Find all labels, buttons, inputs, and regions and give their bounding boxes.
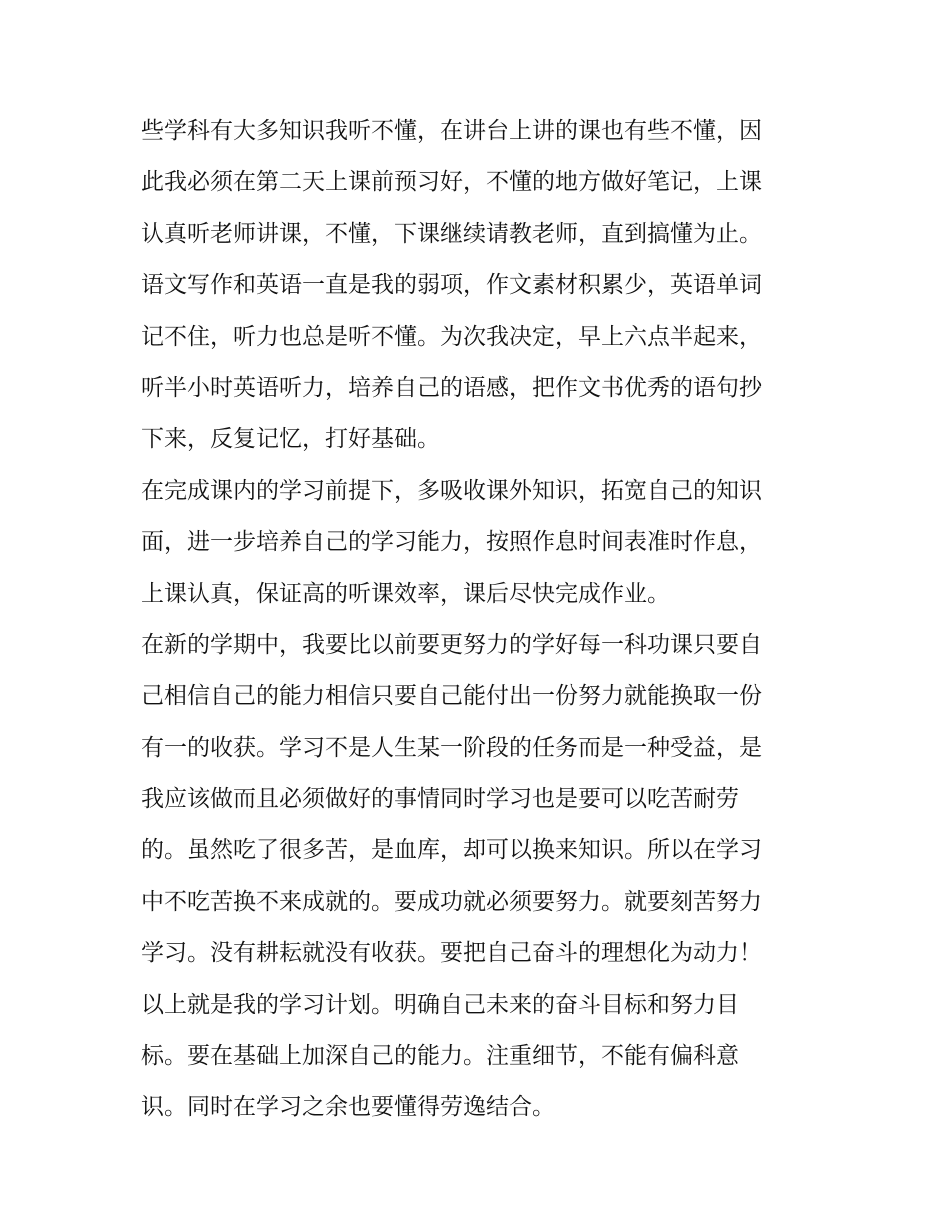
text-line: 面，进一步培养自己的学习能力，按照作息时间表准时作息， [141, 529, 762, 556]
text-line: 听半小时英语听力，培养自己的语感，把作文书优秀的语句抄 [141, 374, 762, 401]
text-line: 学习。没有耕耘就没有收获。要把自己奋斗的理想化为动力！ [141, 940, 762, 967]
text-line: 记不住，听力也总是听不懂。为次我决定，早上六点半起来， [141, 323, 762, 350]
text-line: 上课认真，保证高的听课效率，课后尽快完成作业。 [141, 580, 670, 607]
text-line: 有一的收获。学习不是人生某一阶段的任务而是一种受益，是 [141, 734, 762, 761]
text-line: 的。虽然吃了很多苦，是血库，却可以换来知识。所以在学习 [141, 837, 762, 864]
text-line: 此我必须在第二天上课前预习好，不懂的地方做好笔记，上课 [141, 169, 762, 196]
text-line: 下来，反复记忆，打好基础。 [141, 426, 440, 453]
text-line: 中不吃苦换不来成就的。要成功就必须要努力。就要刻苦努力 [141, 888, 762, 915]
text-line: 认真听老师讲课，不懂，下课继续请教老师，直到搞懂为止。 [141, 220, 762, 247]
text-line: 我应该做而且必须做好的事情同时学习也是要可以吃苦耐劳 [141, 786, 739, 813]
text-line: 标。要在基础上加深自己的能力。注重细节，不能有偏科意 [141, 1043, 739, 1070]
text-line: 以上就是我的学习计划。明确自己未来的奋斗目标和努力目 [141, 991, 739, 1018]
body-text [141, 106, 821, 1134]
text-line: 己相信自己的能力相信只要自己能付出一份努力就能换取一份 [141, 683, 762, 710]
text-line: 语文写作和英语一直是我的弱项，作文素材积累少，英语单词 [141, 272, 762, 299]
text-line: 些学科有大多知识我听不懂，在讲台上讲的课也有些不懂，因 [141, 118, 762, 144]
text-line: 在新的学期中，我要比以前要更努力的学好每一科功课只要自 [141, 631, 762, 658]
text-line: 识。同时在学习之余也要懂得劳逸结合。 [141, 1094, 555, 1121]
text-line: 在完成课内的学习前提下，多吸收课外知识，拓宽自己的知识 [141, 477, 762, 504]
